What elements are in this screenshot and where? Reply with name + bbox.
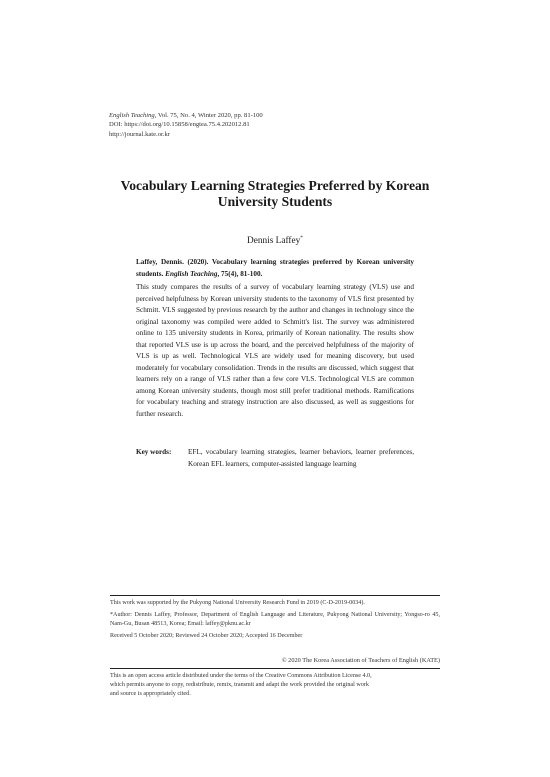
citation-text: Laffey, Dennis. (2020). Vocabulary learning strategies preferred by Korean university students. (136, 258, 414, 278)
funding-note: This work was supported by the Pukyong National University Research Fund in 2019 (C-D-2019-0034). (110, 600, 365, 606)
journal-name: English Teaching (109, 112, 155, 119)
license-line-2: which permits anyone to copy, redistribute, remix, transmit and adapt the work provided the original work (110, 682, 369, 688)
license-line-1: This is an open access article distributed under the terms of the Creative Commons Attribution License 4.0, (110, 673, 372, 679)
license-line-3: and source is appropriately cited. (110, 691, 191, 697)
citation-journal: English Teaching (165, 269, 218, 278)
journal-citation-line (109, 111, 263, 120)
copyright-notice: © 2020 The Korea Association of Teachers of English (KATE) (281, 657, 440, 664)
author-name: Dennis Laffey (246, 236, 301, 246)
title-line-1: Vocabulary Learning Strategies Preferred by Korean (120, 178, 430, 193)
journal-url-link[interactable]: http://journal.kate.or.kr (109, 130, 170, 138)
license-notice (110, 672, 440, 699)
author-note: *Author: Dennis Laffey, Professor, Department of English Language and Literature, Pukyong National University; Yongso-ro 45, Nam-Gu, Busan 48513, Korea; Email: laffey@pknu.ac.kr (110, 612, 440, 627)
license-divider (110, 668, 440, 669)
journal-volume-info: , Vol. 75, No. 4, Winter 2020, pp. 81-100 (154, 112, 263, 119)
keywords (136, 447, 414, 470)
footnote-divider (110, 595, 440, 596)
citation-volume: , 75(4), 81-100. (217, 269, 263, 278)
author-footnote-mark: * (300, 235, 304, 241)
doi-link[interactable]: DOI: https://doi.org/10.15858/engtea.75.4.202012.81 (109, 121, 250, 129)
dates-note: Received 5 October 2020; Reviewed 24 October 2020; Accepted 16 December (110, 633, 303, 639)
author-line (110, 236, 440, 246)
footnotes (110, 599, 440, 644)
keywords-label: Key words: (136, 448, 172, 456)
journal-header (109, 111, 263, 139)
title-line-2: University Students (217, 193, 333, 209)
keywords-list: EFL, vocabulary learning strategies, learner behaviors, learner preferences, Korean EFL learners, computer-assisted language learning (188, 448, 414, 468)
article-citation (136, 257, 414, 280)
article-title (110, 178, 440, 209)
abstract: This study compares the results of a survey of vocabulary learning strategy (VLS) use and perceived helpfulness by Korean university students to the taxonomy of VLS first presented by Schmitt. VLS suggested by previous research by the author and changes in technology since the original taxonomy was compiled were added to Schmitt's list. The survey was administered online to 135 university students in Korea, primarily of Korean nationality. The results show that reported VLS use is up across the board, and the perceived helpfulness of the majority of VLS is up as well. Technological VLS are widely used for meaning discovery, but used moderately for vocabulary consolidation. Trends in the results are discussed, which suggest that learners rely on a range of VLS rather than a few core VLS. Technological VLS are common among Korean university students, though most still prefer traditional methods. Ramifications for vocabulary teaching and strategy instruction are also discussed, as well as suggestions for further research. (136, 283, 414, 418)
